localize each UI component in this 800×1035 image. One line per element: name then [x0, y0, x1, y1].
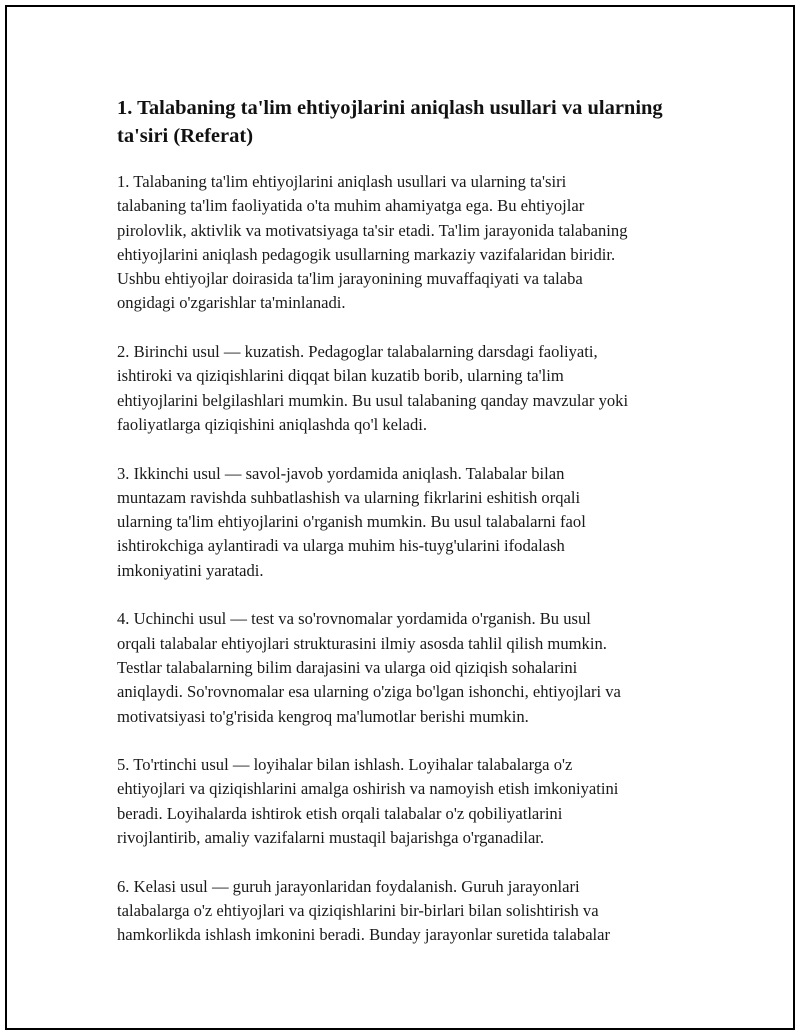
paragraph-1: 1. Talabaning ta'lim ehtiyojlarini aniqlash usullari va ularning ta'siri talabaning ta'lim faoliyatida o'ta muhim ahamiyatga ega. Bu ehtiyojlar pirolovlik, aktivlik va motivatsiyaga ta'sir etadi. Ta'lim jarayonida talabaning ehtiyojlarini aniqlash pedagogik usullarning markaziy vazifalaridan biridir. Ushbu ehtiyojlar doirasida ta'lim jarayonining muvaffaqiyati va talaba ongidagi o'zgarishlar ta'minlanadi.	[117, 172, 628, 313]
paragraph-2: 2. Birinchi usul — kuzatish. Pedagoglar talabalarning darsdagi faoliyati, ishtiroki va qiziqishlarini diqqat bilan kuzatib borib, ularning ta'lim ehtiyojlarini belgilashlari mumkin. Bu usul talabaning qanday mavzular yoki faoliyatlarga qiziqishini aniqlashda qo'l keladi.	[117, 342, 629, 434]
paragraph-3: 3. Ikkinchi usul — savol-javob yordamida aniqlash. Talabalar bilan muntazam ravishda suhbatlashish va ularning fikrlarini eshitish orqali ularning ta'lim ehtiyojlarini o'rganish mumkin. Bu usul talabalarni faol ishtirokchiga aylantiradi va ularga muhim his-tuyg'ularini ifodalash imkoniyatini yaratadi.	[117, 463, 586, 580]
paragraph-4: 4. Uchinchi usul — test va so'rovnomalar yordamida o'rganish. Bu usul orqali talabalar ehtiyojlari strukturasini ilmiy asosda tahlil qilish mumkin. Testlar talabalarning bilim darajasini va ularga oid qiziqish sohalarini aniqlaydi. So'rovnomalar esa ularning o'ziga bo'lgan ishonchi, ehtiyojlari va motivatsiyasi to'g'risida kengroq ma'lumotlar berishi mumkin.	[117, 609, 621, 726]
document-title: 1. Talabaning ta'lim ehtiyojlarini aniqlash usullari va ularning ta'siri (Referat)	[117, 97, 663, 147]
paragraph-6: 6. Kelasi usul — guruh jarayonlaridan foydalanish. Guruh jarayonlari talabalarga o'z ehtiyojlari va qiziqishlarini bir-birlari bilan solishtirish va hamkorlikda ishlash imkonini beradi. Bunday jarayonlar suretida talabalar	[117, 876, 611, 945]
paragraph-5: 5. To'rtinchi usul — loyihalar bilan ishlash. Loyihalar talabalarga o'z ehtiyojlari va qiziqishlarini amalga oshirish va namoyish etish imkoniyatini beradi. Loyihalarda ishtirok etish orqali talabalar o'z qobiliyatlarini rivojlantirib, amaliy vazifalarni mustaqil bajarishga o'rganadilar.	[117, 755, 619, 848]
document-body	[117, 94, 697, 972]
